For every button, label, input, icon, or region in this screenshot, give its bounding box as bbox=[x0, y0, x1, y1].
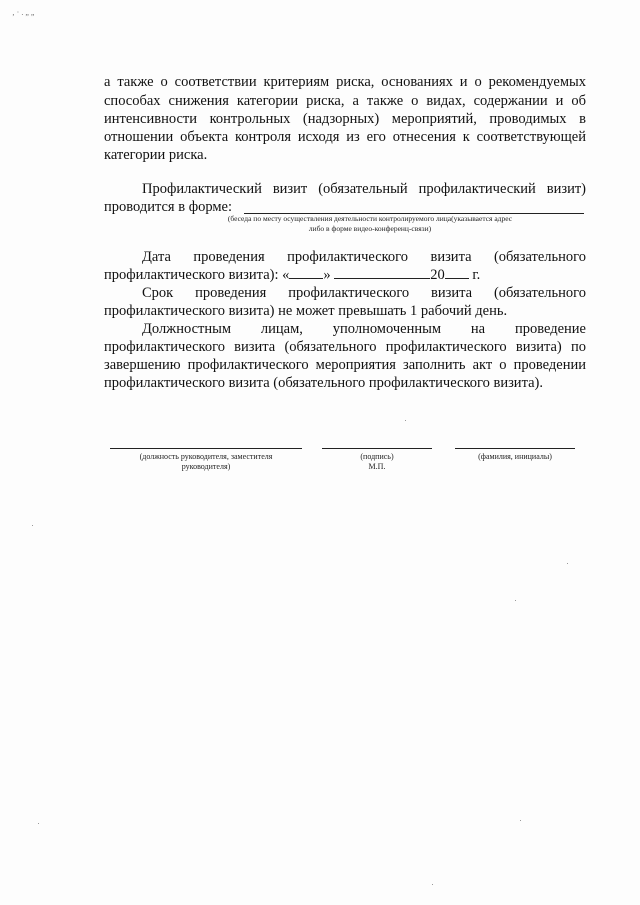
officials-line-1: Должностным лицам, уполномоченным на проведение bbox=[142, 321, 586, 337]
name-caption: (фамилия, инициалы) bbox=[478, 452, 552, 461]
corner-scan-marks: ‚ · . „ „ bbox=[12, 8, 35, 17]
visit-form-line-1: Профилактический визит (обязательный профилактический визит) bbox=[142, 181, 586, 197]
name-signature-line[interactable] bbox=[455, 448, 575, 449]
visit-date-label: профилактического визита): « bbox=[104, 267, 290, 283]
visit-term-line-2: профилактического визита) не может превышать 1 рабочий день. bbox=[104, 303, 508, 319]
scan-speck bbox=[520, 820, 521, 821]
signature-caption: (подпись) bbox=[360, 452, 394, 461]
officials-line-3: завершению профилактического мероприятия заполнить акт о проведении bbox=[104, 357, 586, 373]
visit-year-prefix: 20 bbox=[430, 267, 445, 283]
paragraph-1-line-3: интенсивности контрольных (надзорных) мероприятий, проводимых в bbox=[104, 111, 586, 127]
visit-date-line-1: Дата проведения профилактического визита (обязательного bbox=[142, 249, 586, 265]
paragraph-1-line-1: а также о соответствии критериям риска, основаниях и о рекомендуемых bbox=[104, 74, 586, 90]
visit-form-label: проводится в форме: bbox=[104, 199, 233, 215]
scan-speck bbox=[432, 884, 433, 885]
visit-month-blank[interactable] bbox=[334, 266, 430, 279]
visit-year-blank[interactable] bbox=[445, 266, 469, 279]
visit-date-line-2 bbox=[104, 266, 586, 284]
visit-year-suffix: г. bbox=[472, 267, 481, 283]
scan-speck bbox=[567, 563, 568, 564]
paragraph-1-line-4: отношении объекта контроля исходя из его отнесения к соответствующей bbox=[104, 129, 586, 145]
visit-form-caption-2: либо в форме видео-конференц-связи) bbox=[308, 224, 432, 233]
position-signature-line[interactable] bbox=[110, 448, 302, 449]
visit-term-line-1: Срок проведения профилактического визита (обязательного bbox=[142, 285, 586, 301]
visit-day-blank[interactable] bbox=[289, 266, 323, 279]
visit-date-quote-close: » bbox=[323, 267, 331, 283]
scan-speck bbox=[38, 823, 39, 824]
stamp-label: М.П. bbox=[368, 462, 386, 471]
officials-line-4: профилактического визита (обязательного профилактического визита). bbox=[104, 375, 543, 391]
scan-speck bbox=[405, 420, 406, 421]
scan-speck bbox=[32, 525, 33, 526]
officials-line-2: профилактического визита (обязательного профилактического визита) по bbox=[104, 339, 586, 355]
visit-form-caption-1: (беседа по месту осуществления деятельности контролируемого лица(указывается адрес bbox=[227, 214, 513, 223]
scan-speck bbox=[515, 600, 516, 601]
paragraph-1-line-2: способах снижения категории риска, а также о видах, содержании и об bbox=[104, 93, 586, 109]
signature-line[interactable] bbox=[322, 448, 432, 449]
paragraph-1-line-5: категории риска. bbox=[104, 147, 208, 163]
position-caption-2: руководителя) bbox=[181, 462, 231, 471]
position-caption-1: (должность руководителя, заместителя bbox=[139, 452, 273, 461]
